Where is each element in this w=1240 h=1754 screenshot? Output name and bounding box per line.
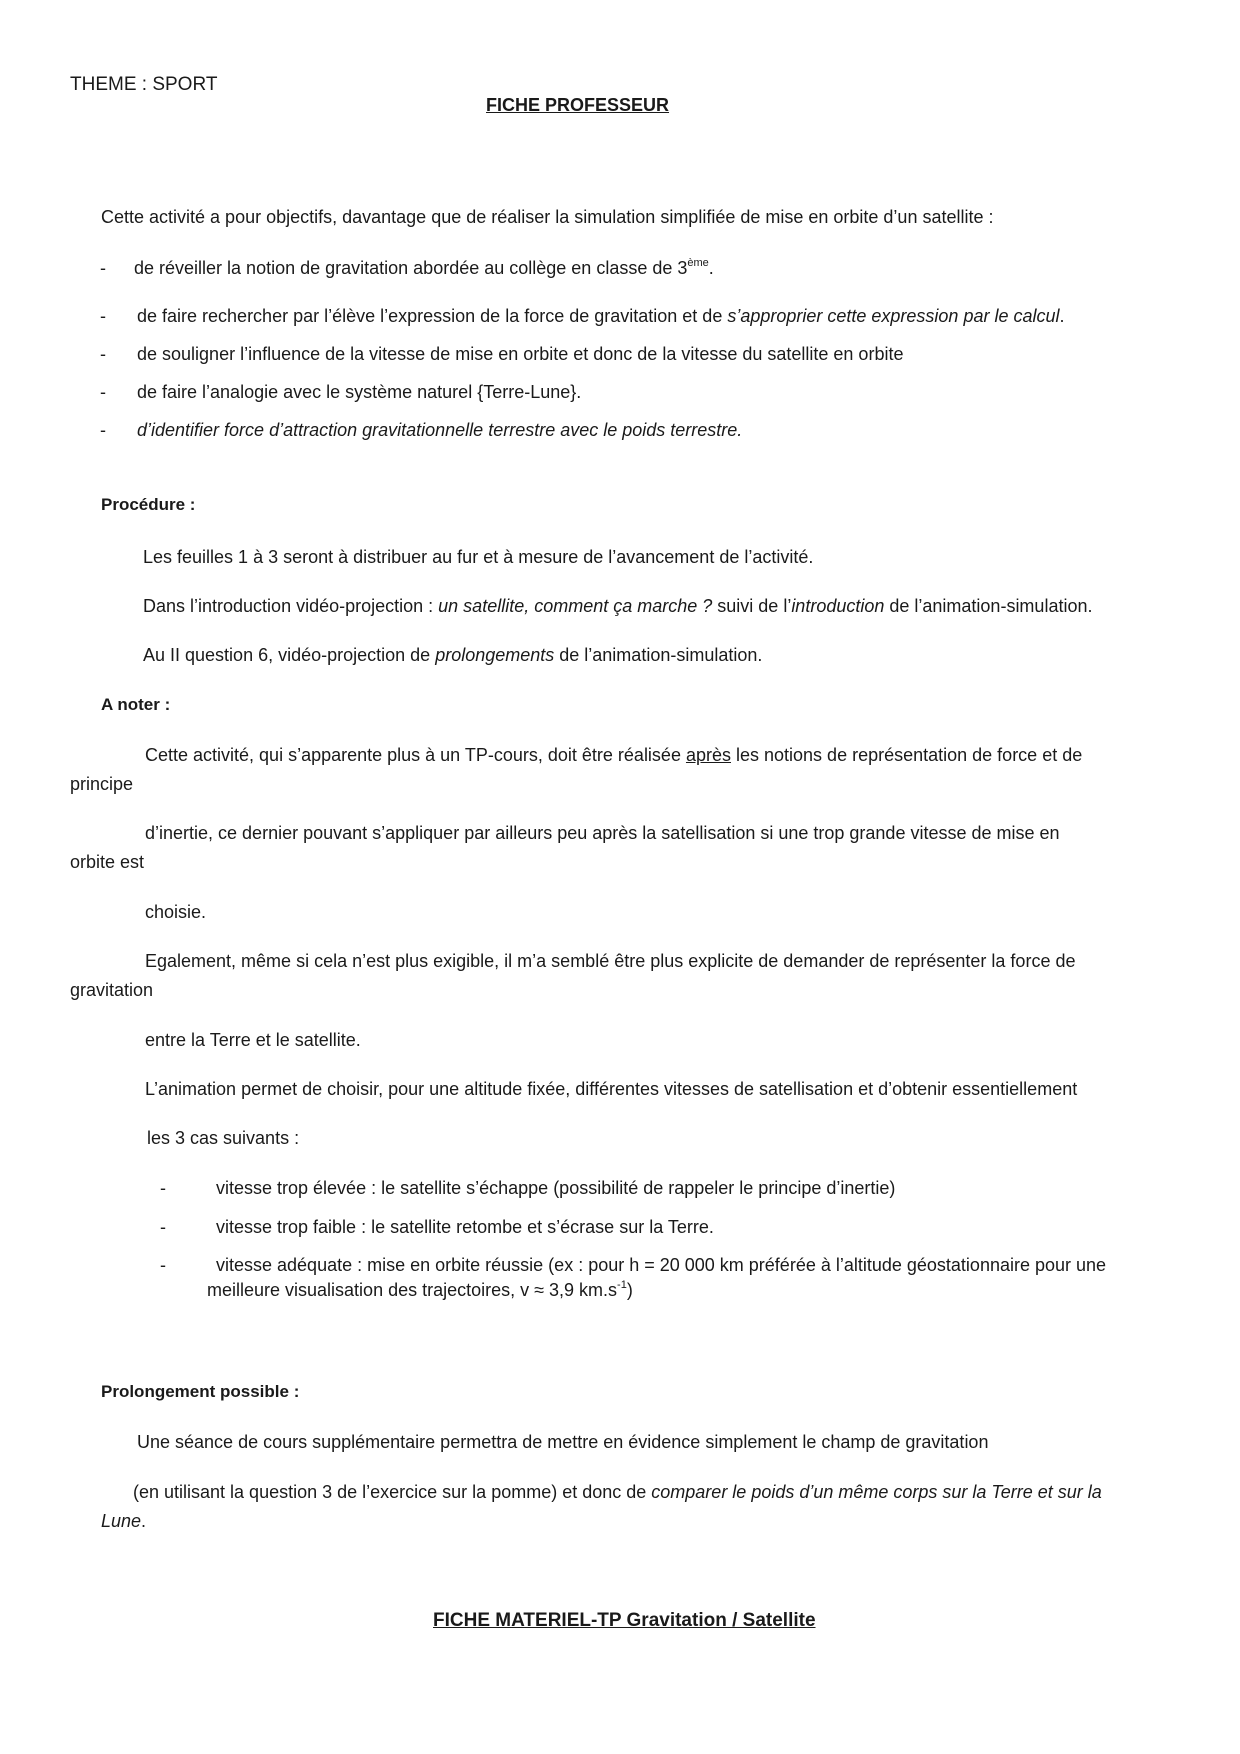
text-run: (en utilisant la question 3 de l’exercice sur la pomme) et donc de bbox=[133, 1482, 652, 1502]
text-run: suivi de l’ bbox=[712, 596, 792, 616]
extension-line: Une séance de cours supplémentaire permettra de mettre en évidence simplement le champ de gravitation bbox=[137, 1432, 989, 1452]
text-run: de l’animation-simulation. bbox=[554, 645, 763, 665]
objective-item: de souligner l’influence de la vitesse de mise en orbite et donc de la vitesse du satellite en orbite bbox=[137, 344, 904, 364]
text-emphasis: prolongements bbox=[435, 645, 555, 665]
objective-text: de faire rechercher par l’élève l’expression de la force de gravitation et de bbox=[137, 306, 728, 326]
notes-line bbox=[145, 744, 1082, 766]
objective-item bbox=[134, 257, 714, 279]
superscript: -1 bbox=[617, 1279, 627, 1291]
text-run: Dans l’introduction vidéo-projection : bbox=[143, 596, 439, 616]
extension-line bbox=[101, 1510, 146, 1532]
page-title: FICHE PROFESSEUR bbox=[486, 95, 670, 115]
text-run: . bbox=[141, 1511, 147, 1531]
procedure-heading: Procédure : bbox=[101, 495, 196, 514]
objective-item: d’identifier force d’attraction gravitationnelle terrestre avec le poids terrestre. bbox=[137, 420, 743, 440]
objective-text: de réveiller la notion de gravitation abordée au collège en classe de 3 bbox=[134, 258, 688, 278]
text-run: de l’animation-simulation. bbox=[884, 596, 1093, 616]
case-item-continued bbox=[207, 1279, 633, 1301]
text-run: les notions de représentation de force et de bbox=[731, 745, 1083, 765]
bullet-dash: - bbox=[160, 1255, 166, 1275]
notes-heading: A noter : bbox=[101, 695, 171, 714]
notes-line: les 3 cas suivants : bbox=[147, 1128, 300, 1148]
text-run: ) bbox=[626, 1280, 633, 1300]
objective-end: . bbox=[1059, 306, 1065, 326]
notes-line: entre la Terre et le satellite. bbox=[145, 1030, 361, 1050]
text-underlined: après bbox=[685, 745, 731, 765]
text-run: Au II question 6, vidéo-projection de bbox=[143, 645, 436, 665]
case-item: vitesse trop élevée : le satellite s’échappe (possibilité de rappeler le principe d’inertie) bbox=[216, 1178, 896, 1198]
notes-line: gravitation bbox=[70, 980, 154, 1000]
objective-item: de faire l’analogie avec le système naturel {Terre-Lune}. bbox=[137, 382, 582, 402]
theme-label: THEME : SPORT bbox=[70, 74, 218, 95]
materiel-title: FICHE MATERIEL-TP Gravitation / Satellite bbox=[433, 1610, 816, 1631]
text-run: Cette activité, qui s’apparente plus à un TP-cours, doit être réalisée bbox=[145, 745, 686, 765]
bullet-dash: - bbox=[100, 306, 106, 326]
objective-end: . bbox=[708, 258, 714, 278]
objective-emphasis: s’approprier cette expression par le calcul bbox=[727, 306, 1060, 326]
notes-line: principe bbox=[70, 774, 134, 794]
notes-line: Egalement, même si cela n’est plus exigible, il m’a semblé être plus explicite de demander de représenter la force de bbox=[145, 951, 1076, 971]
bullet-dash: - bbox=[100, 420, 106, 440]
case-item: vitesse adéquate : mise en orbite réussie (ex : pour h = 20 000 km préférée à l’altitude géostationnaire pour une bbox=[216, 1255, 1107, 1275]
notes-line: choisie. bbox=[145, 902, 207, 922]
intro-text: Cette activité a pour objectifs, davantage que de réaliser la simulation simplifiée de mise en orbite d’un satellite : bbox=[101, 207, 994, 227]
procedure-line bbox=[143, 644, 762, 666]
text-emphasis: Lune bbox=[101, 1511, 142, 1531]
bullet-dash: - bbox=[100, 344, 106, 364]
extension-heading: Prolongement possible : bbox=[101, 1382, 300, 1401]
notes-line: L’animation permet de choisir, pour une altitude fixée, différentes vitesses de satellisation et d’obtenir essentiellement bbox=[145, 1079, 1078, 1099]
bullet-dash: - bbox=[160, 1217, 166, 1237]
extension-line bbox=[133, 1481, 1102, 1503]
procedure-line bbox=[143, 595, 1092, 617]
superscript: ème bbox=[687, 257, 709, 269]
procedure-line: Les feuilles 1 à 3 seront à distribuer au fur et à mesure de l’avancement de l’activité. bbox=[143, 547, 814, 567]
bullet-dash: - bbox=[160, 1178, 166, 1198]
notes-line: orbite est bbox=[70, 852, 145, 872]
case-item: vitesse trop faible : le satellite retombe et s’écrase sur la Terre. bbox=[216, 1217, 714, 1237]
objective-item bbox=[137, 305, 1065, 327]
bullet-dash: - bbox=[100, 258, 106, 278]
bullet-dash: - bbox=[100, 382, 106, 402]
text-emphasis: introduction bbox=[791, 596, 885, 616]
notes-line: d’inertie, ce dernier pouvant s’appliquer par ailleurs peu après la satellisation si une trop grande vitesse de mise en bbox=[145, 823, 1060, 843]
text-emphasis: un satellite, comment ça marche ? bbox=[438, 596, 713, 616]
text-run: meilleure visualisation des trajectoires, v ≈ 3,9 km.s bbox=[207, 1280, 618, 1300]
text-emphasis: comparer le poids d’un même corps sur la Terre et sur la bbox=[651, 1482, 1102, 1502]
